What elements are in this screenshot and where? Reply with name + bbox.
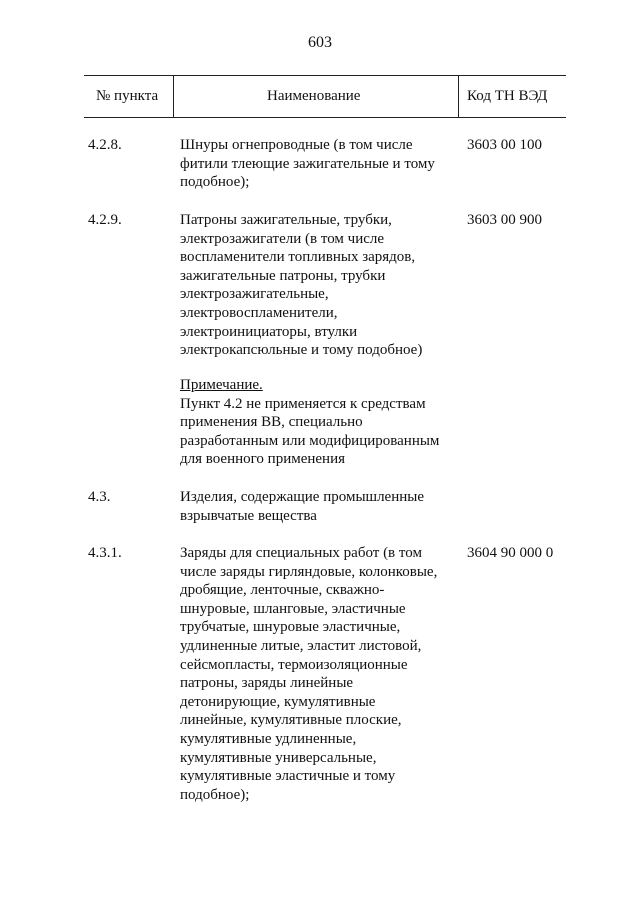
- item-name-line: сейсмопласты, термоизоляционные: [180, 656, 408, 673]
- item-name-line: числе заряды гирляндовые, колонковые,: [180, 563, 438, 580]
- item-name-line: зажигательные патроны, трубки: [180, 267, 386, 284]
- item-number: 4.2.8.: [88, 137, 122, 153]
- page-number: 603: [308, 34, 332, 51]
- item-name-line: Заряды для специальных работ (в том: [180, 545, 422, 561]
- item-name-line: патроны, заряды линейные: [180, 675, 354, 692]
- item-name: [180, 136, 465, 192]
- item-name-line: взрывчатые вещества: [180, 507, 317, 524]
- item-name-line: кумулятивные эластичные и тому: [180, 768, 396, 785]
- note-line: применения ВВ, специально: [180, 414, 363, 431]
- item-name-line: электровоспламенители,: [180, 304, 338, 321]
- item-name: [180, 544, 465, 804]
- note-line: разработанным или модифицированным: [180, 432, 440, 449]
- item-name-line: воспламенители топливных зарядов,: [180, 249, 416, 266]
- table-header-rule: [84, 117, 566, 118]
- item-name-line: Шнуры огнепроводные (в том числе: [180, 137, 413, 153]
- item-name: [180, 488, 465, 525]
- item-number: 4.3.: [88, 489, 111, 505]
- item-name-line: шнуровые, шланговые, эластичные: [180, 600, 406, 617]
- item-name-line: подобное);: [180, 174, 250, 191]
- note-title: Примечание.: [180, 377, 263, 393]
- header-column-divider: [458, 75, 459, 117]
- item-name-line: дробящие, ленточные, скважно-: [180, 582, 385, 599]
- item-number: 4.2.9.: [88, 212, 122, 228]
- item-name-line: электрокапсюльные и тому подобное): [180, 342, 423, 359]
- item-number: 4.3.1.: [88, 545, 122, 561]
- item-name-line: детонирующие, кумулятивные: [180, 693, 376, 710]
- header-name: Наименование: [267, 88, 361, 104]
- item-name-line: электрозажигатели (в том числе: [180, 230, 385, 247]
- note-line: для военного применения: [180, 451, 346, 468]
- item-name-line: линейные, кумулятивные плоские,: [180, 712, 402, 729]
- item-name-line: Патроны зажигательные, трубки,: [180, 212, 392, 228]
- item-name-line: фитили тлеющие зажигательные и тому: [180, 155, 435, 172]
- item-name-line: подобное);: [180, 786, 250, 803]
- item-name-line: электрозажигательные,: [180, 286, 329, 303]
- item-name-line: кумулятивные универсальные,: [180, 749, 377, 766]
- note-line: Пункт 4.2 не применяется к средствам: [180, 395, 426, 412]
- item-name-line: удлиненные литые, эластит листовой,: [180, 637, 422, 654]
- header-code: Код ТН ВЭД: [467, 88, 548, 104]
- header-item-number: № пункта: [96, 88, 159, 104]
- note: [180, 376, 465, 469]
- item-code: 3603 00 900: [467, 212, 542, 228]
- item-code: 3603 00 100: [467, 137, 542, 153]
- item-name-line: трубчатые, шнуровые эластичные,: [180, 619, 401, 636]
- item-name-line: электроинициаторы, втулки: [180, 323, 358, 340]
- item-name-line: Изделия, содержащие промышленные: [180, 489, 425, 505]
- item-code: 3604 90 000 0: [467, 545, 554, 561]
- item-name: [180, 211, 465, 360]
- item-name-line: кумулятивные удлиненные,: [180, 730, 357, 747]
- header-column-divider: [173, 75, 174, 117]
- table-top-rule: [84, 75, 566, 76]
